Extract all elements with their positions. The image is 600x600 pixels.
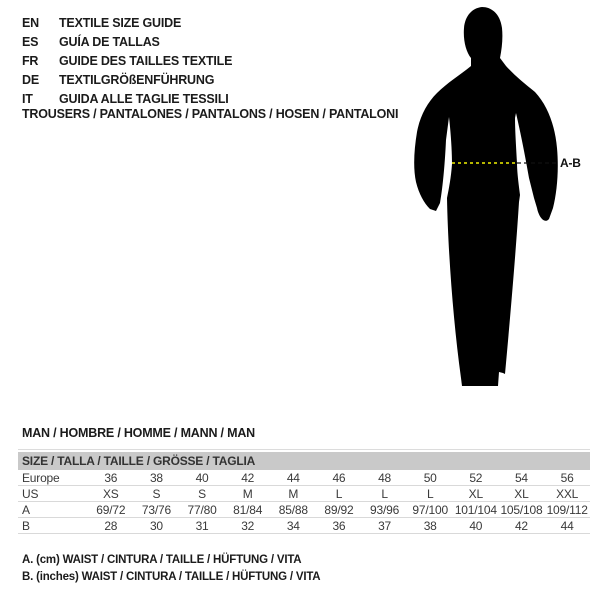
table-cell: 36 <box>88 470 134 486</box>
size-table-body <box>18 470 590 534</box>
table-cell: 50 <box>407 470 453 486</box>
table-row <box>18 502 590 518</box>
table-cell: L <box>407 486 453 502</box>
table-cell: 46 <box>316 470 362 486</box>
lang-row-de <box>22 70 232 89</box>
table-cell: 34 <box>271 518 317 534</box>
table-cell: 38 <box>134 470 180 486</box>
table-cell: M <box>271 486 317 502</box>
note-b: B. (inches) WAIST / CINTURA / TAILLE / HÜFTUNG / VITA <box>22 571 321 583</box>
lang-row-es <box>22 32 232 51</box>
table-cell: 32 <box>225 518 271 534</box>
table-cell: 56 <box>544 470 590 486</box>
table-cell: 42 <box>499 518 545 534</box>
row-label: US <box>18 486 88 502</box>
table-cell: XXL <box>544 486 590 502</box>
note-a: A. (cm) WAIST / CINTURA / TAILLE / HÜFTUNG / VITA <box>22 554 302 566</box>
lang-label: GUÍA DE TALLAS <box>59 35 160 49</box>
table-cell: XS <box>88 486 134 502</box>
table-cell: L <box>362 486 408 502</box>
table-cell: 37 <box>362 518 408 534</box>
lang-row-it <box>22 89 232 108</box>
lang-label: TEXTILE SIZE GUIDE <box>59 16 182 30</box>
table-cell: 38 <box>407 518 453 534</box>
man-silhouette <box>405 0 575 400</box>
lang-code: IT <box>22 92 33 106</box>
measure-notes <box>22 552 320 586</box>
table-cell: 105/108 <box>500 502 543 517</box>
table-cell: 44 <box>271 470 317 486</box>
table-cell: 97/100 <box>407 502 453 518</box>
lang-code: DE <box>22 73 39 87</box>
language-list <box>22 13 232 108</box>
table-cell: 40 <box>179 470 225 486</box>
table-row <box>18 486 590 502</box>
lang-code: FR <box>22 54 39 68</box>
lang-label: TEXTILGRÖßENFÜHRUNG <box>59 73 215 87</box>
size-table-header: SIZE / TALLA / TAILLE / GRÖSSE / TAGLIA <box>18 452 590 470</box>
table-cell: 42 <box>225 470 271 486</box>
size-table-header-row <box>18 452 590 470</box>
table-cell: S <box>134 486 180 502</box>
lang-row-fr <box>22 51 232 70</box>
man-silhouette-shape <box>414 7 558 386</box>
lang-label: GUIDA ALLE TAGLIE TESSILI <box>59 92 229 106</box>
table-cell: 36 <box>316 518 362 534</box>
table-cell: 31 <box>179 518 225 534</box>
lang-code: EN <box>22 16 39 30</box>
size-table <box>18 452 590 534</box>
waist-measure-label: A-B <box>560 156 581 170</box>
table-cell: XL <box>453 486 499 502</box>
table-cell: 85/88 <box>271 502 317 518</box>
row-label: A <box>18 502 88 518</box>
table-cell: L <box>316 486 362 502</box>
lang-code: ES <box>22 35 39 49</box>
table-cell: XL <box>499 486 545 502</box>
category-title: TROUSERS / PANTALONES / PANTALONS / HOSEN / PANTALONI <box>22 107 399 121</box>
table-cell: 28 <box>88 518 134 534</box>
row-label: Europe <box>18 470 88 486</box>
table-cell: 52 <box>453 470 499 486</box>
table-cell: 101/104 <box>454 502 497 517</box>
table-cell: 40 <box>453 518 499 534</box>
table-cell: 93/96 <box>362 502 408 518</box>
table-cell: 109/112 <box>544 502 590 518</box>
gender-title: MAN / HOMBRE / HOMME / MANN / MAN <box>22 426 255 440</box>
lang-label: GUIDE DES TAILLES TEXTILE <box>59 54 233 68</box>
table-cell: M <box>225 486 271 502</box>
lang-row-en <box>22 13 232 32</box>
table-cell: 44 <box>544 518 590 534</box>
table-cell: 54 <box>499 470 545 486</box>
table-cell: 69/72 <box>88 502 134 518</box>
table-row <box>18 470 590 486</box>
table-cell: 81/84 <box>225 502 271 518</box>
table-cell: 30 <box>134 518 180 534</box>
table-row <box>18 518 590 534</box>
table-cell: S <box>179 486 225 502</box>
table-cell: 89/92 <box>316 502 362 518</box>
table-cell: 73/76 <box>134 502 180 518</box>
table-cell: 48 <box>362 470 408 486</box>
table-cell: 77/80 <box>179 502 225 518</box>
row-label: B <box>18 518 88 534</box>
table-top-divider <box>18 449 590 450</box>
